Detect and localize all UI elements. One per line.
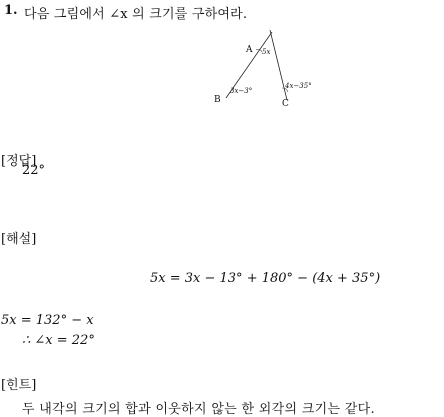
answer-label: [정답]: [1, 154, 37, 169]
hint-text: 두 내각의 크기의 합과 이웃하지 않는 한 외각의 크기는 같다.: [22, 402, 375, 417]
triangle-figure: [208, 30, 328, 110]
point-label-b: B: [214, 95, 221, 105]
angle-label-c: 4x−35°: [285, 82, 312, 90]
answer-value: 22°: [22, 163, 46, 178]
point-label-a: A: [246, 45, 253, 55]
point-label-c: C: [282, 99, 289, 109]
solution-equation-2: 5x = 132° − x: [1, 313, 94, 328]
solution-equation-3: ∴ ∠x = 22°: [22, 333, 95, 348]
solution-label: [해설]: [1, 232, 37, 247]
question-text: 다음 그림에서 ∠x 의 크기를 구하여라.: [24, 7, 248, 22]
hint-label: [힌트]: [1, 378, 37, 393]
angle-label-b: 3x−3°: [230, 87, 253, 95]
solution-equation-1: 5x = 3x − 13° + 180° − (4x + 35°): [150, 271, 381, 286]
angle-label-a: 5x: [262, 48, 271, 56]
question-number: 1.: [4, 3, 18, 18]
